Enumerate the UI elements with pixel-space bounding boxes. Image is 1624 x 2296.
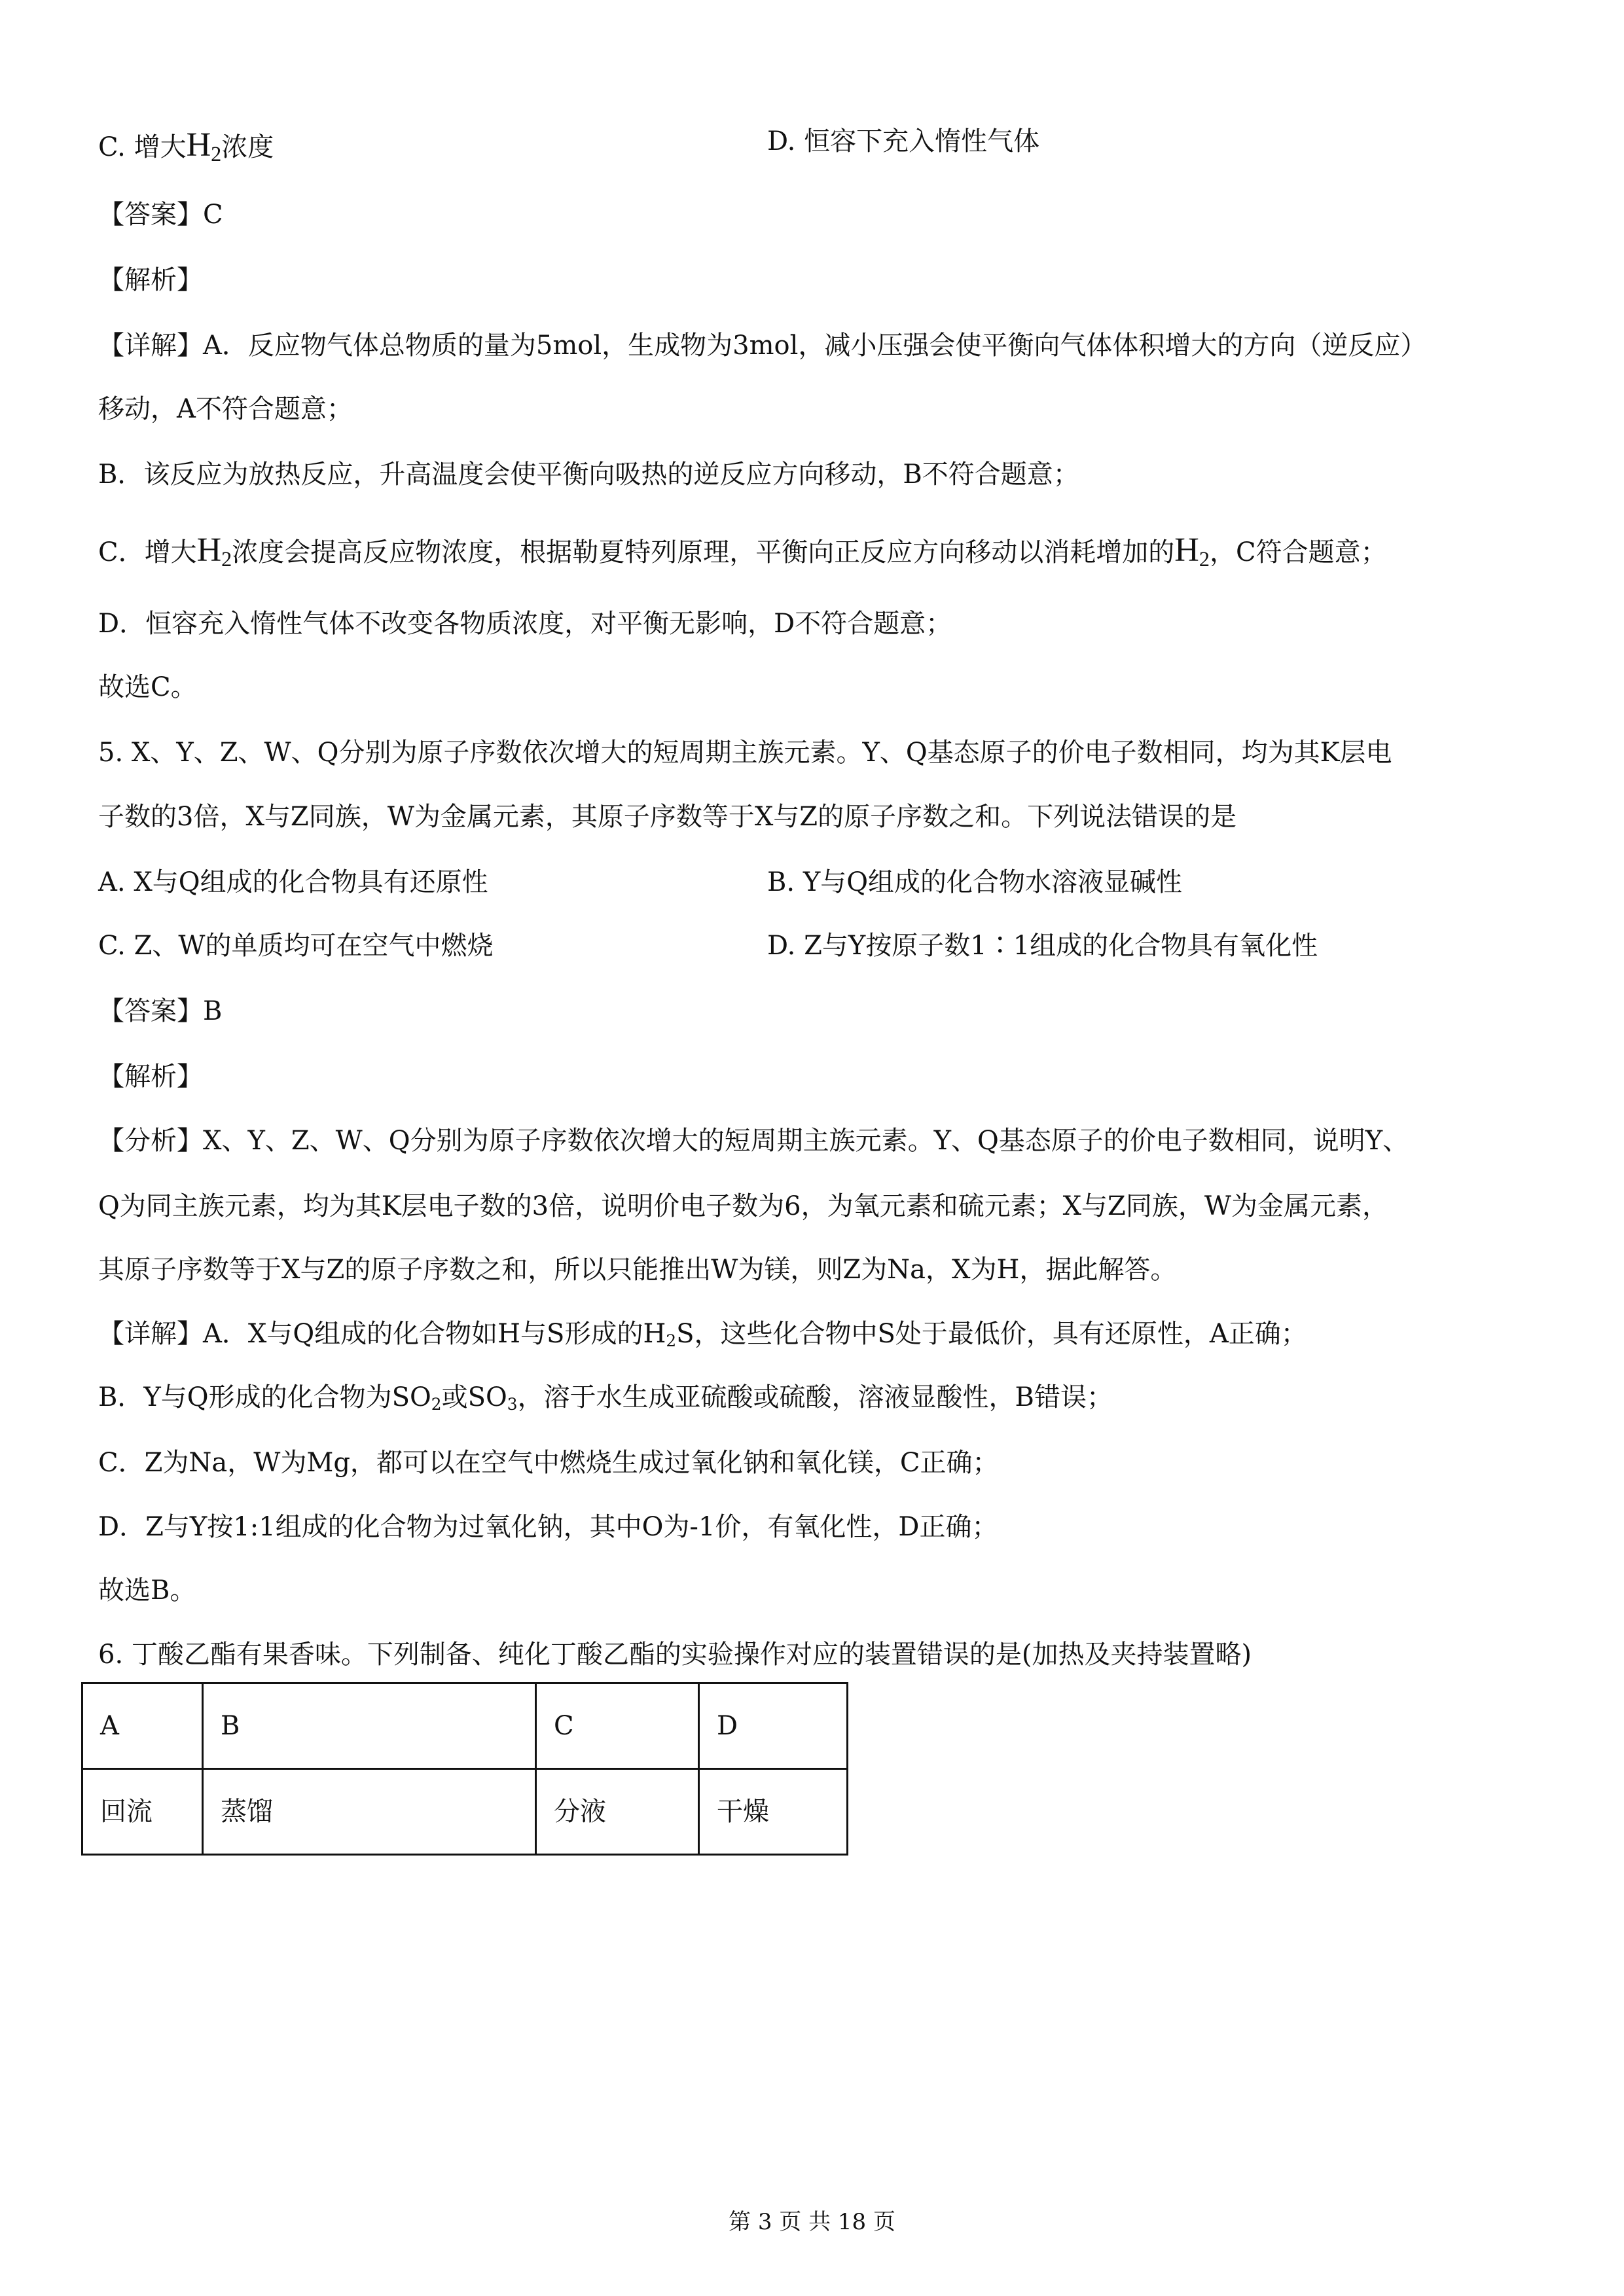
h2-formula: $H_2$	[196, 531, 232, 571]
q5-answer: 【答案】B	[98, 996, 223, 1026]
q4-analysis-heading: 【解析】	[98, 265, 203, 295]
table-header-cell: D	[699, 1683, 848, 1769]
q5-stem-line1: 5. X、Y、Z、W、Q分别为原子序数依次增大的短周期主族元素。Y、Q基态原子的价电子数相同，均为其K层电	[98, 738, 1392, 768]
q5-analysis-heading: 【解析】	[98, 1062, 203, 1092]
q5-option-d: D. Z与Y按原子数1∶1组成的化合物具有氧化性	[767, 931, 1318, 961]
q4-detail-b: B．该反应为放热反应，升高温度会使平衡向吸热的逆反应方向移动，B不符合题意；	[98, 459, 1079, 490]
q5-option-b: B. Y与Q组成的化合物水溶液显碱性	[767, 867, 1183, 897]
q6-stem: 6. 丁酸乙酯有果香味。下列制备、纯化丁酸乙酯的实验操作对应的装置错误的是(加热及夹持装置略)	[98, 1640, 1252, 1670]
q5-detail-c: C．Z为Na，W为Mg，都可以在空气中燃烧生成过氧化钠和氧化镁，C正确；	[98, 1448, 999, 1478]
q5-detail-a: 【详解】A．X与Q组成的化合物如H与S形成的$H_2S$，这些化合物中S处于最低价，具有还原性，A正确；	[98, 1319, 1307, 1351]
q4-detail-d: D．恒容充入惰性气体不改变各物质浓度，对平衡无影响，D不符合题意；	[98, 609, 952, 639]
table-cell: 回流	[82, 1769, 203, 1855]
q6-options-table	[81, 1682, 848, 1856]
table-row	[82, 1769, 848, 1855]
page-footer: 第 3 页 共 18 页	[729, 2209, 895, 2235]
table-cell: 分液	[536, 1769, 699, 1855]
q4-conclusion: 故选C。	[98, 672, 197, 702]
q5-conclusion: 故选B。	[98, 1575, 196, 1605]
table-header-cell: C	[536, 1683, 699, 1769]
q5-option-c: C. Z、W的单质均可在空气中燃烧	[98, 931, 494, 961]
table-header-cell: B	[203, 1683, 536, 1769]
q4-option-c: C. 增大$H_2$浓度	[98, 126, 274, 166]
table-row	[82, 1683, 848, 1769]
q5-detail-d: D．Z与Y按1:1组成的化合物为过氧化钠，其中O为-1价，有氧化性，D正确；	[98, 1512, 998, 1542]
table-cell: 干燥	[699, 1769, 848, 1855]
q4-detail-c: C．增大$H_2$浓度会提高反应物浓度，根据勒夏特列原理，平衡向正反应方向移动以消耗增加的$H_2$，C符合题意；	[98, 531, 1387, 571]
h2-formula: $H_2$	[1174, 531, 1210, 571]
h2-formula: $H_2$	[186, 126, 222, 166]
q5-stem-line2: 子数的3倍，X与Z同族，W为金属元素，其原子序数等于X与Z的原子序数之和。下列说法错误的是	[98, 802, 1237, 832]
q5-detail-b: B．Y与Q形成的化合物为$SO_2$或$SO_3$，溶于水生成亚硫酸或硫酸，溶液显酸性，B错误；	[98, 1382, 1113, 1414]
q5-option-a: A. X与Q组成的化合物具有还原性	[98, 867, 488, 897]
q4-answer: 【答案】C	[98, 200, 223, 230]
q5-analysis-line2: Q为同主族元素，均为其K层电子数的3倍，说明价电子数为6，为氧元素和硫元素；X与Z同族，W为金属元素，	[98, 1191, 1388, 1221]
q4-detail-a-line2: 移动，A不符合题意；	[98, 394, 353, 424]
table-header-cell: A	[82, 1683, 203, 1769]
table-cell: 蒸馏	[203, 1769, 536, 1855]
q5-analysis-line1: 【分析】X、Y、Z、W、Q分别为原子序数依次增大的短周期主族元素。Y、Q基态原子的价电子数相同，说明Y、	[98, 1126, 1409, 1156]
q5-analysis-line3: 其原子序数等于X与Z的原子序数之和，所以只能推出W为镁，则Z为Na，X为H，据此解答。	[98, 1255, 1177, 1285]
q4-option-d: D. 恒容下充入惰性气体	[767, 126, 1040, 156]
q4-detail-a-line1: 【详解】A．反应物气体总物质的量为5mol，生成物为3mol，减小压强会使平衡向气体体积增大的方向（逆反应）	[98, 331, 1427, 361]
